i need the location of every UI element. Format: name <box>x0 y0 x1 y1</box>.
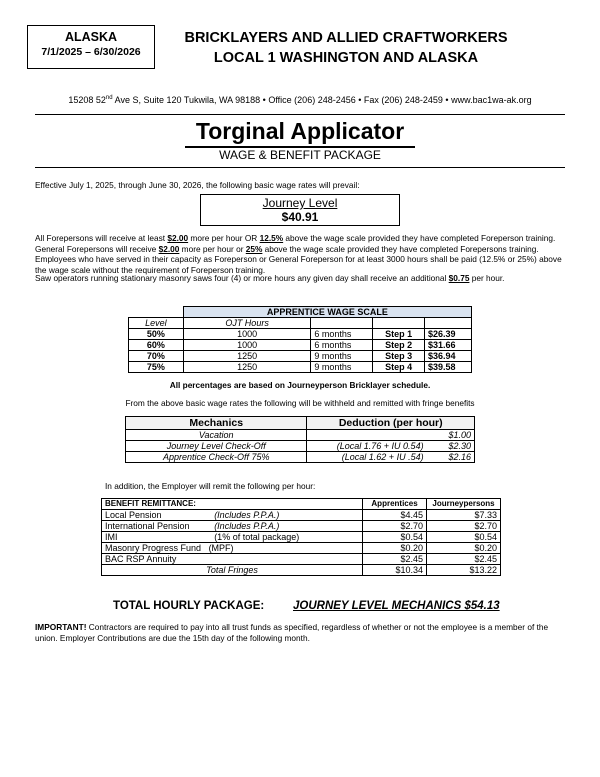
percentages-note: All percentages are based on Journeyperson Bricklayer schedule. <box>169 380 431 390</box>
employer-remit-note: In addition, the Employer will remit the following per hour: <box>105 481 316 491</box>
state-label: ALASKA <box>64 30 118 44</box>
table-row <box>129 329 472 340</box>
address-line <box>0 95 600 105</box>
effective-text: Effective July 1, 2025, through June 30, 2026, the following basic wage rates will prevail: <box>35 180 360 190</box>
saw-text-1: Saw operators running stationary masonry saws four (4) or more hours any given day shall receive an additional <box>35 273 449 283</box>
important-label: IMPORTANT! <box>35 622 87 632</box>
benefit-app-cell: $0.54 <box>363 532 427 543</box>
period-cell: 9 months <box>311 362 373 373</box>
step-cell: Step 4 <box>373 362 425 373</box>
benefit-remittance-table <box>101 498 501 576</box>
benefit-jour-cell: $2.45 <box>427 554 501 565</box>
benefit-name-cell: BAC RSP Annuity <box>102 554 363 565</box>
mechanics-deduction-table <box>125 416 475 463</box>
benefit-note-cell: (Includes P.P.A.) <box>211 510 362 521</box>
benefit-jour-cell: $0.54 <box>427 532 501 543</box>
fp-text-2: more per hour OR <box>188 233 260 243</box>
period-cell: 6 months <box>311 329 373 340</box>
total-fringes-app: $10.34 <box>363 565 427 576</box>
table-row <box>102 532 501 543</box>
divider-top <box>35 114 565 115</box>
saw-text-2: per hour. <box>469 273 505 283</box>
benefit-app-cell: $4.45 <box>363 510 427 521</box>
mechanics-detail-cell: (Local 1.76 + IU 0.54) <box>307 441 427 452</box>
hours-cell: 1000 <box>183 340 310 351</box>
fp-text-1: All Forepersons will receive at least <box>35 233 168 243</box>
benefit-name-cell <box>102 543 363 554</box>
total-fringes-jour: $13.22 <box>427 565 501 576</box>
col-mechanics: Mechanics <box>126 417 307 430</box>
blank-corner <box>129 307 184 318</box>
rate-cell: $31.66 <box>425 340 472 351</box>
foreperson-paragraph <box>35 233 567 275</box>
blank-cell <box>425 318 472 329</box>
apprentice-wage-table <box>128 306 472 373</box>
table-row <box>102 543 501 554</box>
journey-level-rate: $40.91 <box>281 210 319 224</box>
blank-cell <box>373 318 425 329</box>
saw-operator-paragraph <box>35 273 567 284</box>
hours-cell: 1250 <box>183 362 310 373</box>
benefit-name-text: Masonry Progress Fund <box>105 543 202 553</box>
mechanics-name-cell: Apprentice Check-Off 75% <box>126 452 307 463</box>
rate-cell: $39.58 <box>425 362 472 373</box>
level-cell: 60% <box>129 340 184 351</box>
table-row <box>129 351 472 362</box>
benefit-jour-cell: $7.33 <box>427 510 501 521</box>
level-cell: 50% <box>129 329 184 340</box>
benefit-note-cell: (1% of total package) <box>211 532 362 543</box>
period-cell: 6 months <box>311 340 373 351</box>
table-row <box>126 441 475 452</box>
benefit-jour-cell: $2.70 <box>427 521 501 532</box>
col-journeypersons: Journeypersons <box>427 499 501 510</box>
org-line-1: BRICKLAYERS AND ALLIED CRAFTWORKERS <box>184 30 508 46</box>
step-cell: Step 1 <box>373 329 425 340</box>
rate-cell: $26.39 <box>425 329 472 340</box>
saw-amount: $0.75 <box>448 273 470 283</box>
total-fringes-row <box>102 565 501 576</box>
table-row <box>126 430 475 441</box>
mechanics-amount-cell: $2.30 <box>427 441 475 452</box>
table-row <box>102 510 501 521</box>
benefit-app-cell: $2.45 <box>363 554 427 565</box>
benefit-jour-cell: $0.20 <box>427 543 501 554</box>
benefit-app-cell: $0.20 <box>363 543 427 554</box>
col-apprentices: Apprentices <box>363 499 427 510</box>
table-row <box>102 554 501 565</box>
level-cell: 75% <box>129 362 184 373</box>
state-date-box <box>27 25 155 69</box>
benefit-name-cell: IMI <box>102 532 212 543</box>
trade-title: Torginal Applicator <box>195 118 405 144</box>
fp-percent-1: 12.5% <box>259 233 284 243</box>
fp-amount-2: $2.00 <box>158 243 180 254</box>
divider-bottom <box>35 167 565 168</box>
total-hourly-label: TOTAL HOURLY PACKAGE: <box>113 600 265 612</box>
journey-level-box <box>200 194 400 226</box>
blank-cell <box>311 318 373 329</box>
fp-percent-2: 25% <box>245 243 263 254</box>
apprentice-table-title: APPRENTICE WAGE SCALE <box>183 307 471 318</box>
address-rest: Ave S, Suite 120 Tukwila, WA 98188 • Office (206) 248-2456 • Fax (206) 248-2459 • www.bac1wa-ak.org <box>112 95 532 105</box>
step-cell: Step 2 <box>373 340 425 351</box>
fp-text-3: above the wage scale provided they have completed Foreperson training. General Forepersons will receive <box>35 233 556 254</box>
mechanics-name-cell: Journey Level Check-Off <box>126 441 307 452</box>
benefit-note-cell: (Includes P.P.A.) <box>211 521 362 532</box>
fp-text-4: more per hour or <box>179 243 246 254</box>
mechanics-detail-cell <box>307 430 427 441</box>
col-ojt-hours: OJT Hours <box>183 318 310 329</box>
benefit-app-cell: $2.70 <box>363 521 427 532</box>
total-fringes-label: Total Fringes <box>102 565 363 576</box>
important-text: Contractors are required to pay into all trust funds as specified, regardless of whether or not the employee is a member of the union. Employer Contributions are due the 15th day of the following month. <box>35 622 549 643</box>
col-level: Level <box>129 318 184 329</box>
date-range: 7/1/2025 – 6/30/2026 <box>41 46 141 58</box>
rate-cell: $36.94 <box>425 351 472 362</box>
fp-amount-1: $2.00 <box>167 233 189 243</box>
level-cell: 70% <box>129 351 184 362</box>
period-cell: 9 months <box>311 351 373 362</box>
table-row <box>126 452 475 463</box>
benefit-name-cell: International Pension <box>102 521 212 532</box>
hours-cell: 1000 <box>183 329 310 340</box>
col-deduction: Deduction (per hour) <box>307 417 475 430</box>
benefit-note-text: (MPF) <box>208 543 234 553</box>
table-row <box>102 521 501 532</box>
mechanics-detail-cell: (Local 1.62 + IU .54) <box>307 452 427 463</box>
table-row <box>129 362 472 373</box>
address-street-number: 15208 52 <box>68 95 106 105</box>
address-superscript: nd <box>105 95 113 101</box>
hours-cell: 1250 <box>183 351 310 362</box>
package-subtitle: WAGE & BENEFIT PACKAGE <box>219 148 381 162</box>
benefit-name-cell: Local Pension <box>102 510 212 521</box>
table-row <box>129 340 472 351</box>
mechanics-amount-cell: $2.16 <box>427 452 475 463</box>
mechanics-name-cell: Vacation <box>126 430 307 441</box>
journey-level-label: Journey Level <box>262 196 338 210</box>
important-note <box>35 622 570 643</box>
mechanics-amount-cell: $1.00 <box>427 430 475 441</box>
org-line-2: LOCAL 1 WASHINGTON AND ALASKA <box>213 50 479 66</box>
withheld-note: From the above basic wage rates the following will be withheld and remitted with fringe benefits <box>125 398 475 408</box>
col-benefit: BENEFIT REMITTANCE: <box>102 499 363 510</box>
org-title <box>160 28 532 68</box>
step-cell: Step 3 <box>373 351 425 362</box>
fp-text-5: above the wage scale provided they have completed Forepersons training. Employees who have served in their capacity as Foreperson or General Foreperson for at least 3000 hours shall be paid (12.5% or 25%) above the wage scale without the requirement of Foreperson training. <box>35 243 562 275</box>
total-hourly-value: JOURNEY LEVEL MECHANICS $54.13 <box>293 600 500 612</box>
